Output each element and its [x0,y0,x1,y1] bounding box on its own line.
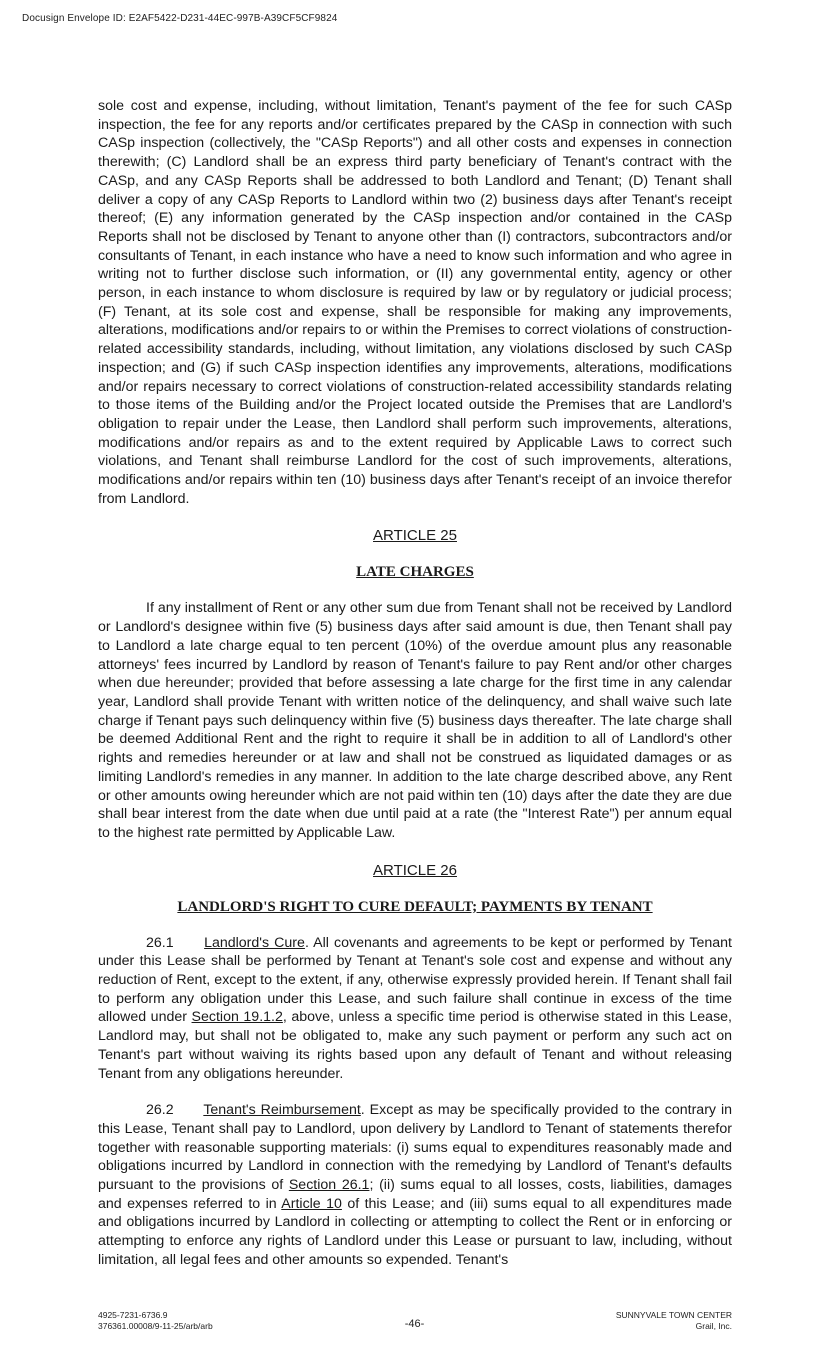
footer-matter-number: 376361.00008/9-11-25/arb/arb [98,1320,213,1331]
section-26-2-number: 26.2 [146,1102,174,1119]
footer-property [616,1310,732,1331]
footer-tenant-name: Grail, Inc. [695,1320,732,1331]
article-25-number: ARTICLE 25 [373,527,457,545]
section-26-1-text-b: , above, unless a specific time period is otherwise stated in this Lease, Landlord may, but shall not be obligated to, make any such payment or perform any such act on Tenant's part without waiving its rights based upon any default of Tenant and without releasing Tenant from any obligations hereunder. [98,1009,732,1082]
section-26-1-ref: Section 26.1 [288,1177,370,1194]
section-26-2-heading: Tenant's Reimbursement [203,1102,361,1119]
document-body [98,97,732,1270]
section-26-1-number: 26.1 [146,934,174,951]
section-19-1-2-ref: Section 19.1.2 [191,1009,283,1026]
continuation-paragraph: sole cost and expense, including, without limitation, Tenant's payment of the fee for such CASp inspection, the fee for any reports and/or certificates prepared by the CASp in connection with such CASp inspection (collectively, the "CASp Reports") and all other costs and expenses in connection therewith; (C) Landlord shall be an express third party beneficiary of Tenant's contract with the CASp, and any CASp Reports shall be addressed to both Landlord and Tenant; (D) Tenant shall deliver a copy of any CASp Reports to Landlord within two (2) business days after Tenant's receipt thereof; (E) any information generated by the CASp inspection and/or contained in the CASp Reports shall not be disclosed by Tenant to anyone other than (I) contractors, subcontractors and/or consultants of Tenant, in each instance who have a need to know such information and who agree in writing not to further disclose such information, or (II) any governmental entity, agency or other person, in each instance to whom disclosure is required by law or by regulatory or judicial process; (F) Tenant, at its sole cost and expense, shall be responsible for making any improvements, alterations, modifications and/or repairs to or within the Premises to correct violations of construction-related accessibility standards, including, without limitation, any violations disclosed by such CASp inspection; and (G) if such CASp inspection identifies any improvements, alterations, modifications and/or repairs necessary to correct violations of construction-related accessibility standards relating to those items of the Building and/or the Project located outside the Premises that are Landlord's obligation to repair under the Lease, then Landlord shall perform such improvements, alterations, modifications and/or repairs as and to the extent required by Applicable Laws to correct such violations, and Tenant shall reimburse Landlord for the cost of such improvements, alterations, modifications and/or repairs within ten (10) business days after Tenant's receipt of an invoice therefor from Landlord. [98,98,732,507]
page-number: -46- [404,1318,425,1330]
section-26-1-text-a: . All covenants and agreements to be kept or performed by Tenant under this Lease shall be performed by Tenant at Tenant's sole cost and expense and without any reduction of Rent, except to the extent, if any, otherwise expressly provided herein. If Tenant shall fail to perform any obligation under this Lease, and such failure shall continue in excess of the time allowed under [98,934,732,1026]
article-26-number: ARTICLE 26 [373,861,457,879]
section-26-2-text-a: . Except as may be specifically provided to the contrary in this Lease, Tenant shall pay to Landlord, upon delivery by Landlord to Tenant of statements therefor together with reasonable supporting materials: (i) sums equal to expenditures reasonably made and obligations incurred by Landlord in connection with the remedying by Landlord of Tenant's defaults pursuant to the provisions of [98,1102,732,1194]
footer-property-name: SUNNYVALE TOWN CENTER [615,1310,732,1320]
section-26-1-heading: Landlord's Cure [204,934,305,951]
article-25-title: LATE CHARGES [356,564,474,581]
article-25-body: If any installment of Rent or any other sum due from Tenant shall not be received by Landlord or Landlord's designee within five (5) business days after said amount is due, then Tenant shall pay to Landlord a late charge equal to ten percent (10%) of the overdue amount plus any reasonable attorneys' fees incurred by Landlord by reason of Tenant's failure to pay Rent and/or other charges when due hereunder; provided that before assessing a late charge for the first time in any calendar year, Landlord shall provide Tenant with written notice of the delinquency, and shall waive such late charge if Tenant pays such delinquency within five (5) business days thereafter. The late charge shall be deemed Additional Rent and the right to require it shall be in addition to all of Landlord's other rights and remedies hereunder or at law and shall not be construed as liquidated damages or as limiting Landlord's remedies in any manner. In addition to the late charge described above, any Rent or other amounts owing hereunder which are not paid within ten (10) days after the date they are due shall bear interest from the date when due until paid at a rate (the "Interest Rate") per annum equal to the highest rate permitted by Applicable Law. [98,600,732,841]
section-26-2-text-c: of this Lease; and (iii) sums equal to all expenditures made and obligations incurred by Landlord in collecting or attempting to collect the Rent or in enforcing or attempting to enforce any rights of Landlord under this Lease or pursuant to law, including, without limitation, all legal fees and other amounts so expended. Tenant's [98,1195,732,1268]
envelope-id: Docusign Envelope ID: E2AF5422-D231-44EC-997B-A39CF5CF9824 [22,13,338,24]
section-26-2-text-b: ; (ii) sums equal to all losses, costs, liabilities, damages and expenses referred to in [98,1177,732,1212]
section-26-2 [98,1101,732,1269]
article-10-ref: Article 10 [281,1195,342,1212]
section-26-1 [98,934,732,1084]
footer-doc-number: 4925-7231-6736.9 [98,1310,168,1320]
article-26-title: LANDLORD'S RIGHT TO CURE DEFAULT; PAYMENTS BY TENANT [177,898,653,915]
